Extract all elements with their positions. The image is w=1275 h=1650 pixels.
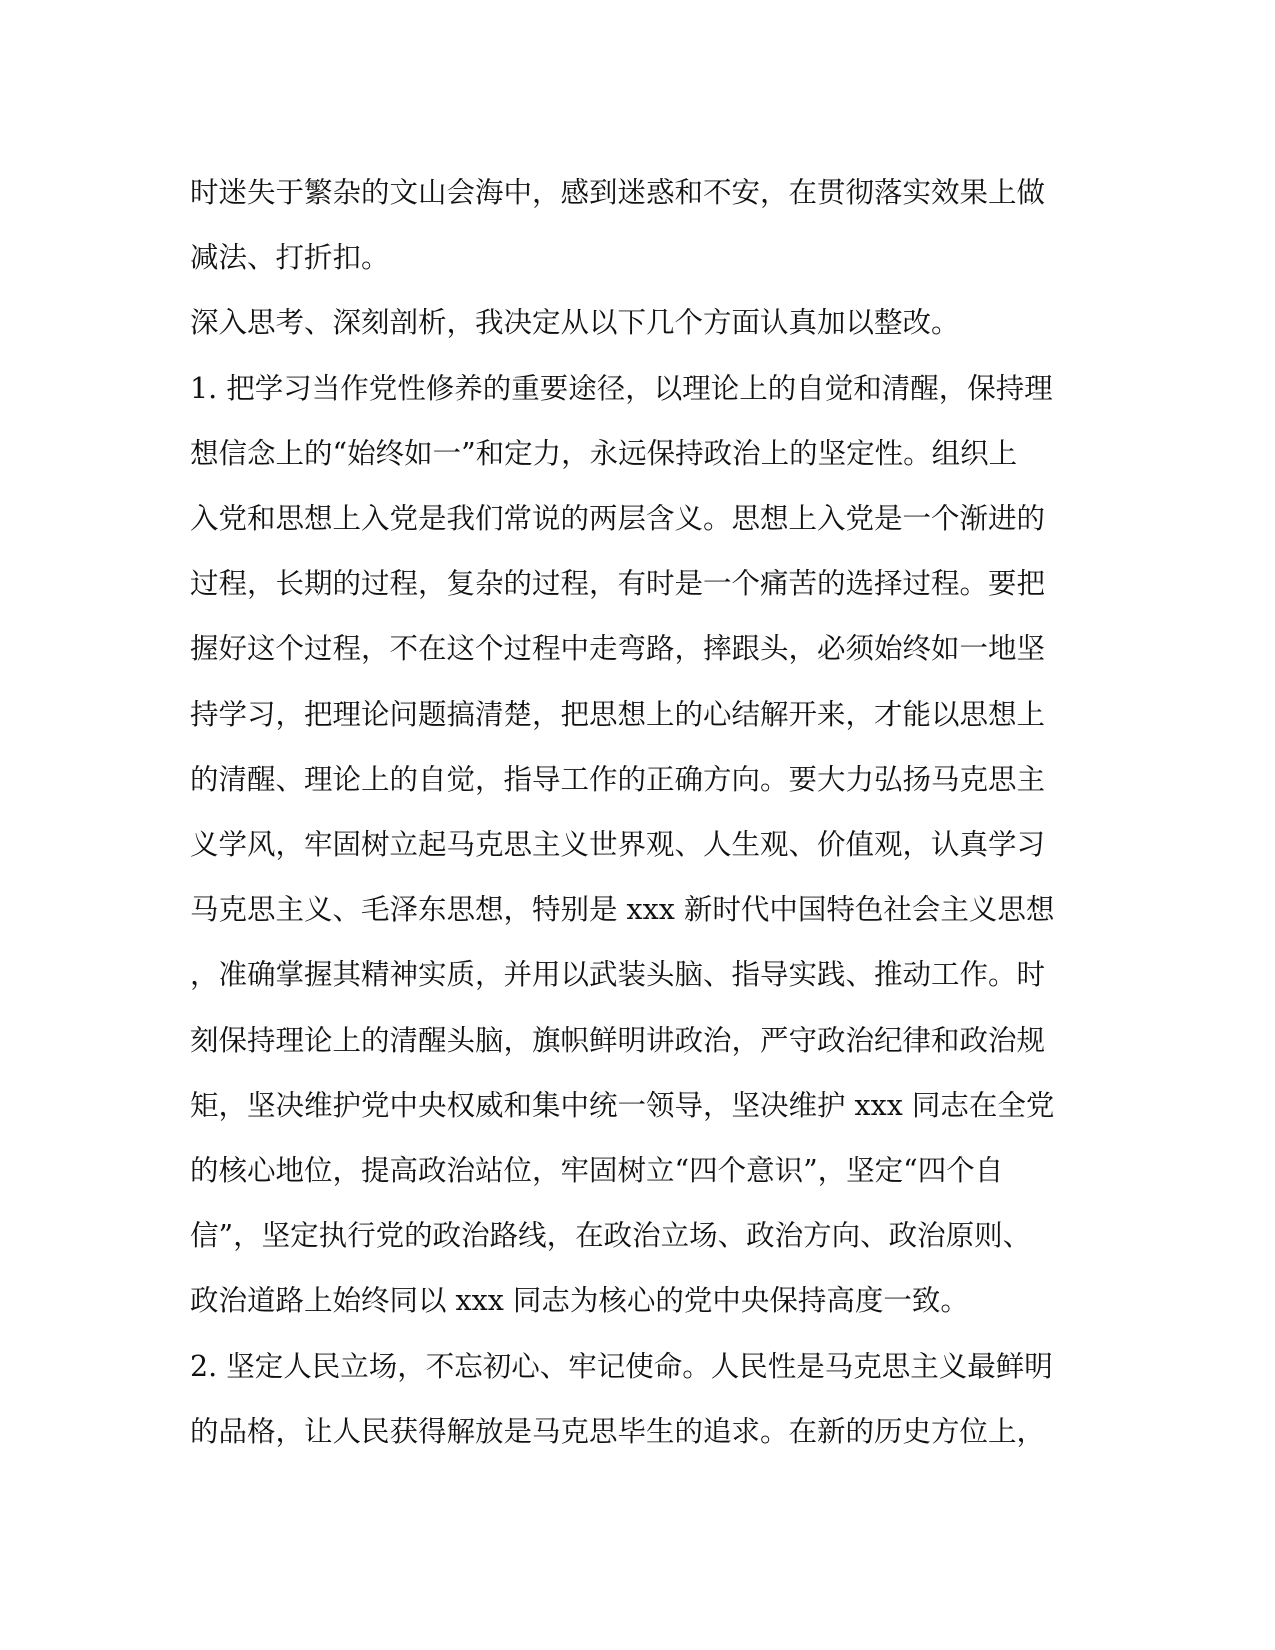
text-line: 的核心地位，提高政治站位，牢固树立“四个意识”，坚定“四个自: [190, 1154, 1004, 1188]
body-text: [190, 160, 1070, 1464]
paragraph: [190, 356, 1070, 1334]
text-line: 握好这个过程，不在这个过程中走弯路，摔跟头，必须始终如一地坚: [190, 632, 1046, 666]
text-line: 入党和思想上入党是我们常说的两层含义。思想上入党是一个渐进的: [190, 502, 1046, 536]
paragraph: [190, 1334, 1070, 1464]
text-line: 2. 坚定人民立场，不忘初心、牢记使命。人民性是马克思主义最鲜明: [190, 1349, 1053, 1383]
paragraph: [190, 290, 1070, 355]
text-line: 义学风，牢固树立起马克思主义世界观、人生观、价值观，认真学习: [190, 828, 1046, 862]
text-line: 想信念上的“始终如一”和定力，永远保持政治上的坚定性。组织上: [190, 436, 1018, 470]
text-line: 持学习，把理论问题搞清楚，把思想上的心结解开来，才能以思想上: [190, 697, 1046, 731]
text-line: 1. 把学习当作党性修养的重要途径，以理论上的自觉和清醒，保持理: [190, 371, 1053, 405]
text-line: 深入思考、深刻剖析，我决定从以下几个方面认真加以整改。: [190, 306, 960, 340]
text-line: 马克思主义、毛泽东思想，特别是 xxx 新时代中国特色社会主义思想: [190, 893, 1055, 927]
text-line: 过程，长期的过程，复杂的过程，有时是一个痛苦的选择过程。要把: [190, 567, 1046, 601]
text-line: 的清醒、理论上的自觉，指导工作的正确方向。要大力弘扬马克思主: [190, 762, 1046, 796]
text-line: 减法、打折扣。: [190, 241, 390, 275]
text-line: 信”，坚定执行党的政治路线，在政治立场、政治方向、政治原则、: [190, 1219, 1032, 1253]
text-line: ，准确掌握其精神实质，并用以武装头脑、指导实践、推动工作。时: [190, 958, 1046, 992]
text-line: 刻保持理论上的清醒头脑，旗帜鲜明讲政治，严守政治纪律和政治规: [190, 1023, 1046, 1057]
paragraph: [190, 160, 1070, 290]
text-line: 的品格，让人民获得解放是马克思毕生的追求。在新的历史方位上，: [190, 1414, 1046, 1448]
text-line: 政治道路上始终同以 xxx 同志为核心的党中央保持高度一致。: [190, 1284, 969, 1318]
text-line: 时迷失于繁杂的文山会海中，感到迷惑和不安，在贯彻落实效果上做: [190, 176, 1046, 209]
text-line: 矩，坚决维护党中央权威和集中统一领导，坚决维护 xxx 同志在全党: [190, 1088, 1055, 1122]
